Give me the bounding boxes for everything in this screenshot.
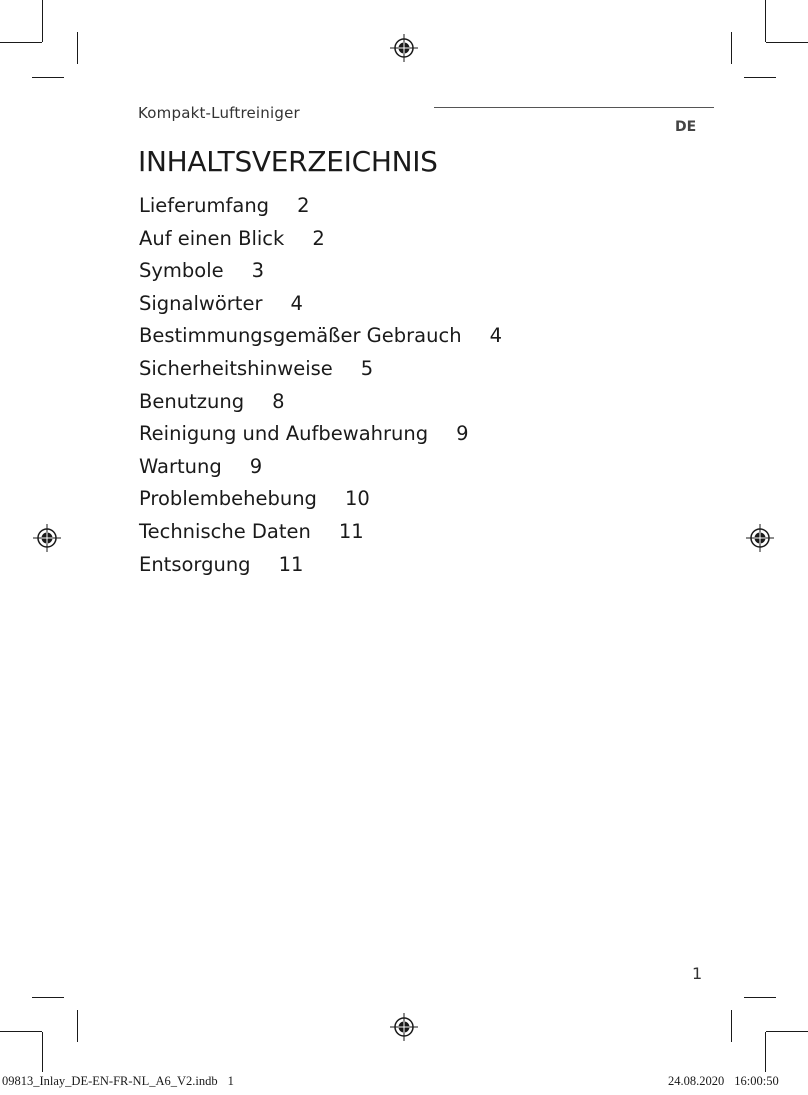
- slug-page: 1: [227, 1074, 234, 1088]
- toc-item-label: Entsorgung: [139, 552, 251, 576]
- toc-item-label: Reinigung und Aufbewahrung: [139, 422, 429, 446]
- language-label: DE: [675, 119, 697, 135]
- toc-item-label: Bestimmungsgemäßer Gebrauch: [139, 324, 462, 348]
- toc-item-label: Technische Daten: [139, 519, 311, 543]
- registration-mark-bottom-icon: [390, 1013, 418, 1041]
- crop-mark-bottom-left-inner-vertical: [77, 1010, 78, 1042]
- toc-item-label: Symbole: [139, 259, 224, 283]
- registration-mark-top-icon: [390, 34, 418, 62]
- toc-item-benutzung: [139, 386, 502, 419]
- slug-time: 16:00:50: [734, 1074, 779, 1088]
- toc-item-page: 5: [360, 356, 374, 380]
- header-rule: [434, 107, 714, 108]
- print-slug-timestamp: [668, 1074, 779, 1089]
- crop-mark-bottom-right-vertical: [765, 1032, 766, 1072]
- running-header-title: Kompakt-Luftreiniger: [138, 104, 300, 122]
- crop-mark-top-right-inner-vertical: [731, 32, 732, 64]
- toc-item-label: Signalwörter: [139, 291, 263, 315]
- registration-mark-right-icon: [746, 524, 774, 552]
- toc-item-label: Lieferumfang: [139, 194, 270, 217]
- toc-item-label: Problembehebung: [139, 487, 317, 511]
- toc-item-problembehebung: [139, 483, 502, 516]
- toc-item-page: 3: [251, 259, 265, 283]
- toc-item-lieferumfang: [139, 190, 502, 223]
- toc-item-label: Benutzung: [139, 389, 245, 413]
- crop-mark-top-right-horizontal: [766, 42, 808, 43]
- toc-item-bestimmungsgemaesser-gebrauch: [139, 320, 502, 353]
- toc-item-page: 8: [272, 389, 285, 413]
- toc-heading: INHALTSVERZEICHNIS: [138, 145, 438, 178]
- toc-item-label: Wartung: [139, 454, 222, 478]
- crop-mark-top-left-vertical: [42, 0, 43, 42]
- toc-item-page: 4: [290, 291, 303, 315]
- crop-mark-top-left-inner-horizontal: [32, 77, 64, 78]
- toc-item-symbole: [139, 255, 502, 288]
- toc-item-entsorgung: [139, 549, 502, 582]
- crop-mark-bottom-left-horizontal: [0, 1031, 42, 1032]
- toc-item-page: 11: [278, 552, 304, 576]
- toc-item-reinigung-und-aufbewahrung: [139, 418, 502, 451]
- crop-mark-top-left-inner-vertical: [77, 32, 78, 64]
- crop-mark-bottom-right-inner-vertical: [731, 1010, 732, 1042]
- crop-mark-bottom-left-inner-horizontal: [32, 997, 64, 998]
- toc-list: [139, 190, 502, 581]
- crop-mark-bottom-left-vertical: [42, 1032, 43, 1072]
- toc-item-technische-daten: [139, 516, 502, 549]
- crop-mark-bottom-right-horizontal: [766, 1031, 808, 1032]
- toc-item-page: 2: [297, 194, 310, 217]
- crop-mark-top-left-horizontal: [0, 42, 42, 43]
- crop-mark-bottom-right-inner-horizontal: [744, 997, 776, 998]
- crop-mark-top-right-inner-horizontal: [744, 77, 776, 78]
- toc-item-sicherheitshinweise: [139, 353, 502, 386]
- toc-item-page: 9: [456, 422, 469, 446]
- print-slug-file: [2, 1074, 234, 1089]
- registration-mark-left-icon: [33, 524, 61, 552]
- slug-date: 24.08.2020: [668, 1074, 725, 1088]
- toc-item-wartung: [139, 451, 502, 484]
- page-number: 1: [692, 964, 703, 983]
- toc-item-label: Auf einen Blick: [139, 226, 285, 250]
- toc-item-page: 2: [312, 226, 325, 250]
- toc-item-page: 10: [344, 487, 370, 511]
- toc-item-signalwoerter: [139, 288, 502, 321]
- crop-mark-top-right-vertical: [765, 0, 766, 42]
- toc-item-page: 9: [249, 454, 263, 478]
- toc-item-page: 11: [338, 519, 364, 543]
- toc-item-label: Sicherheitshinweise: [139, 356, 333, 380]
- toc-item-page: 4: [489, 324, 502, 348]
- slug-file-name: 09813_Inlay_DE-EN-FR-NL_A6_V2.indb: [2, 1074, 218, 1088]
- toc-item-auf-einen-blick: [139, 223, 502, 256]
